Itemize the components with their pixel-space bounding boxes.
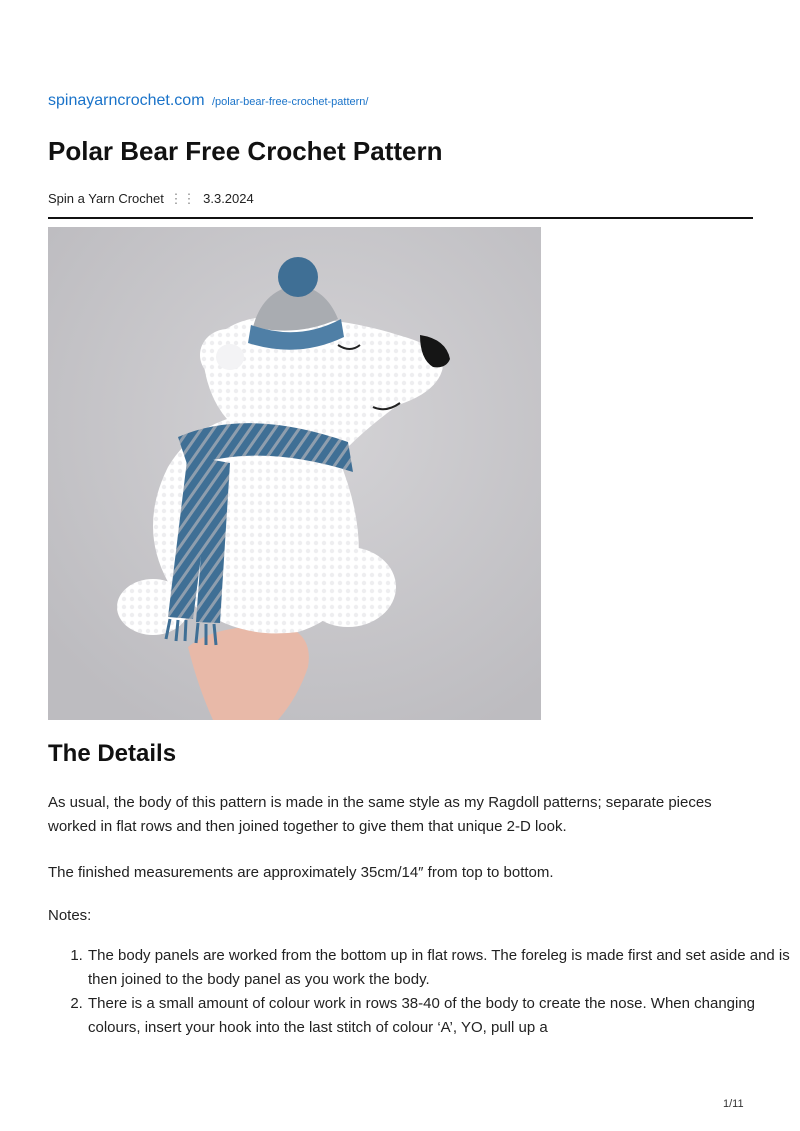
meta-separator: ⋮⋮ (169, 191, 196, 206)
polar-bear-photo (48, 227, 541, 720)
notes-label: Notes: (48, 907, 92, 924)
section-heading-details: The Details (48, 740, 177, 767)
crochet-polar-bear-illustration (48, 227, 541, 720)
publish-date: 3.3.2024 (203, 191, 254, 206)
article-meta (48, 191, 254, 207)
page-number: 1/11 (723, 1098, 744, 1110)
source-domain-link[interactable]: spinayarncrochet.com (48, 92, 205, 109)
paragraph-measurements: The finished measurements are approximately 35cm/14″ from top to bottom. (48, 864, 554, 881)
source-path-link[interactable]: /polar-bear-free-crochet-pattern/ (211, 96, 369, 108)
author-name: Spin a Yarn Crochet (48, 191, 164, 206)
paragraph-intro: As usual, the body of this pattern is made in the same style as my Ragdoll patterns; separate pieces worked in flat rows and then joined together to give them that unique 2-D look. (48, 794, 712, 835)
source-url[interactable] (48, 92, 368, 110)
note-item: 2. There is a small amount of colour work in rows 38-40 of the body to create the nose. When changing colours, insert your hook into the last stitch of colour ‘A’, YO, pull up a (87, 992, 799, 1040)
notes-list (48, 944, 799, 1040)
header-divider (48, 217, 753, 219)
note-item: 1. The body panels are worked from the bottom up in flat rows. The foreleg is made first and set aside and is then joined to the body panel as you work the body. (87, 944, 799, 992)
page-title: Polar Bear Free Crochet Pattern (48, 136, 443, 166)
